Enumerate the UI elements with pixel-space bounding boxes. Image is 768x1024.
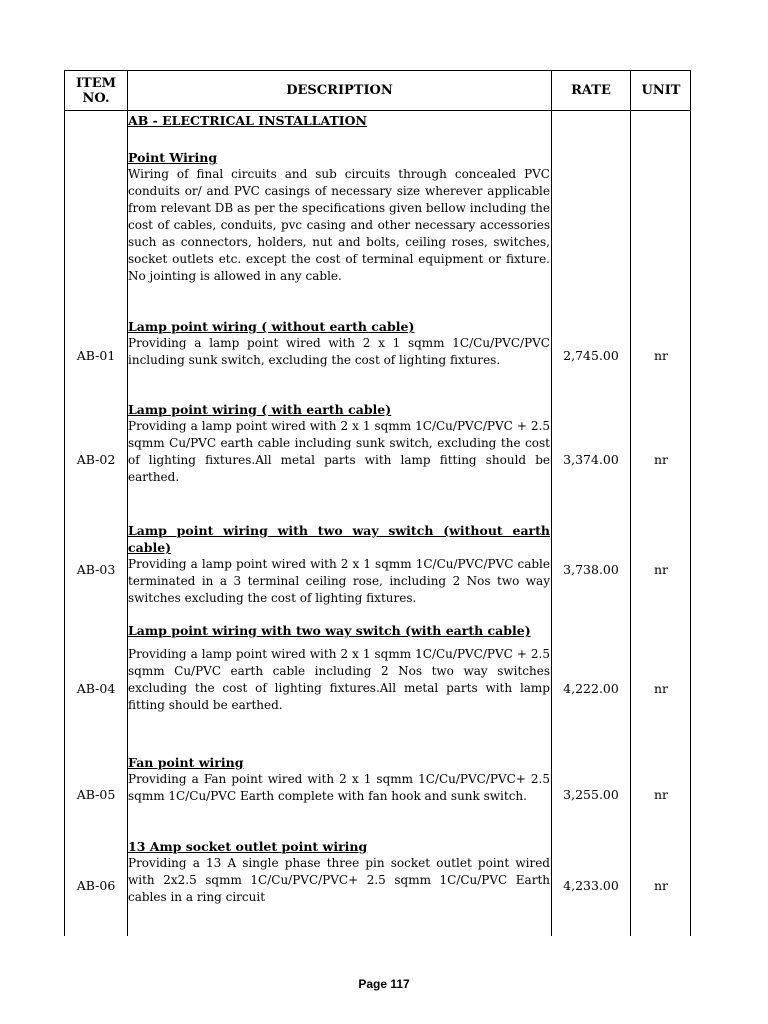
header-rate: RATE [571, 83, 611, 98]
item-text: Providing a lamp point wired with 2 x 1 sqmm 1C/Cu/PVC/PVC cable terminated in a 3 terminal ceiling rose, including 2 Nos two way switches excluding the cost of lighting fixtures. [128, 557, 550, 605]
item-text: Providing a lamp point wired with 2 x 1 sqmm 1C/Cu/PVC/PVC including sunk switch, excluding the cost of lighting fixtures. [128, 336, 550, 367]
item-code: AB-05 [76, 787, 116, 802]
item-unit: nr [653, 787, 669, 802]
item-rate: 3,374.00 [563, 452, 619, 467]
item-rate: 2,745.00 [563, 348, 619, 363]
item-unit: nr [653, 452, 669, 467]
header-item-no: ITEM NO. [75, 75, 117, 106]
item-text: Providing a 13 A single phase three pin socket outlet point wired with 2x2.5 sqmm 1C/Cu/PVC/PVC+ 2.5 sqmm 1C/Cu/PVC Earth cables in a ring circuit [128, 856, 550, 904]
section-subtitle: Point Wiring [128, 150, 218, 165]
item-text: Providing a Fan point wired with 2 x 1 sqmm 1C/Cu/PVC/PVC+ 2.5 sqmm 1C/Cu/PVC Earth complete with fan hook and sunk switch. [128, 772, 550, 803]
section-intro-text: Wiring of final circuits and sub circuits through concealed PVC conduits or/ and PVC casings of necessary size wherever applicable from relevant DB as per the specifications given bellow including the cost of cables, conduits, pvc casing and other necessary accessories such as connectors, holders, nut and bolts, ceiling roses, switches, socket outlets etc. except the cost of terminal equipment or fixture. No jointing is allowed in any cable. [128, 167, 550, 283]
item-text: Providing a lamp point wired with 2 x 1 sqmm 1C/Cu/PVC/PVC + 2.5 sqmm Cu/PVC earth cable including 2 Nos two way switches excluding the cost of lighting fixtures.All metal parts with lamp fitting should be earthed. [128, 647, 550, 712]
section-title: AB - ELECTRICAL INSTALLATION [128, 113, 367, 128]
header-description: DESCRIPTION [286, 83, 393, 98]
item-unit: nr [653, 681, 669, 696]
item-unit: nr [653, 878, 669, 893]
item-rate: 3,255.00 [563, 787, 619, 802]
item-heading: 13 Amp socket outlet point wiring [128, 839, 368, 854]
column-divider [630, 71, 631, 936]
item-code: AB-02 [76, 452, 116, 467]
item-code: AB-04 [76, 681, 116, 696]
item-heading: Fan point wiring [128, 755, 244, 770]
item-rate: 3,738.00 [563, 562, 619, 577]
header-divider [65, 110, 690, 111]
item-rate: 4,222.00 [563, 681, 619, 696]
item-unit: nr [653, 348, 669, 363]
item-code: AB-06 [76, 878, 116, 893]
item-heading: Lamp point wiring ( with earth cable) [128, 402, 392, 417]
item-code: AB-03 [76, 562, 116, 577]
item-text: Providing a lamp point wired with 2 x 1 sqmm 1C/Cu/PVC/PVC + 2.5 sqmm Cu/PVC earth cable including sunk switch, excluding the cost of lighting fixtures.All metal parts with lamp fitting should be earthed. [128, 419, 550, 484]
item-heading: Lamp point wiring ( without earth cable) [128, 319, 415, 334]
column-divider [551, 71, 552, 936]
header-unit: UNIT [641, 83, 681, 98]
item-heading: Lamp point wiring with two way switch (without earth cable) [128, 523, 550, 555]
item-code: AB-01 [76, 348, 116, 363]
item-rate: 4,233.00 [563, 878, 619, 893]
boq-table [64, 70, 691, 936]
page-number: Page 117 [358, 977, 410, 991]
item-heading: Lamp point wiring with two way switch (with earth cable) [128, 623, 531, 638]
item-unit: nr [653, 562, 669, 577]
